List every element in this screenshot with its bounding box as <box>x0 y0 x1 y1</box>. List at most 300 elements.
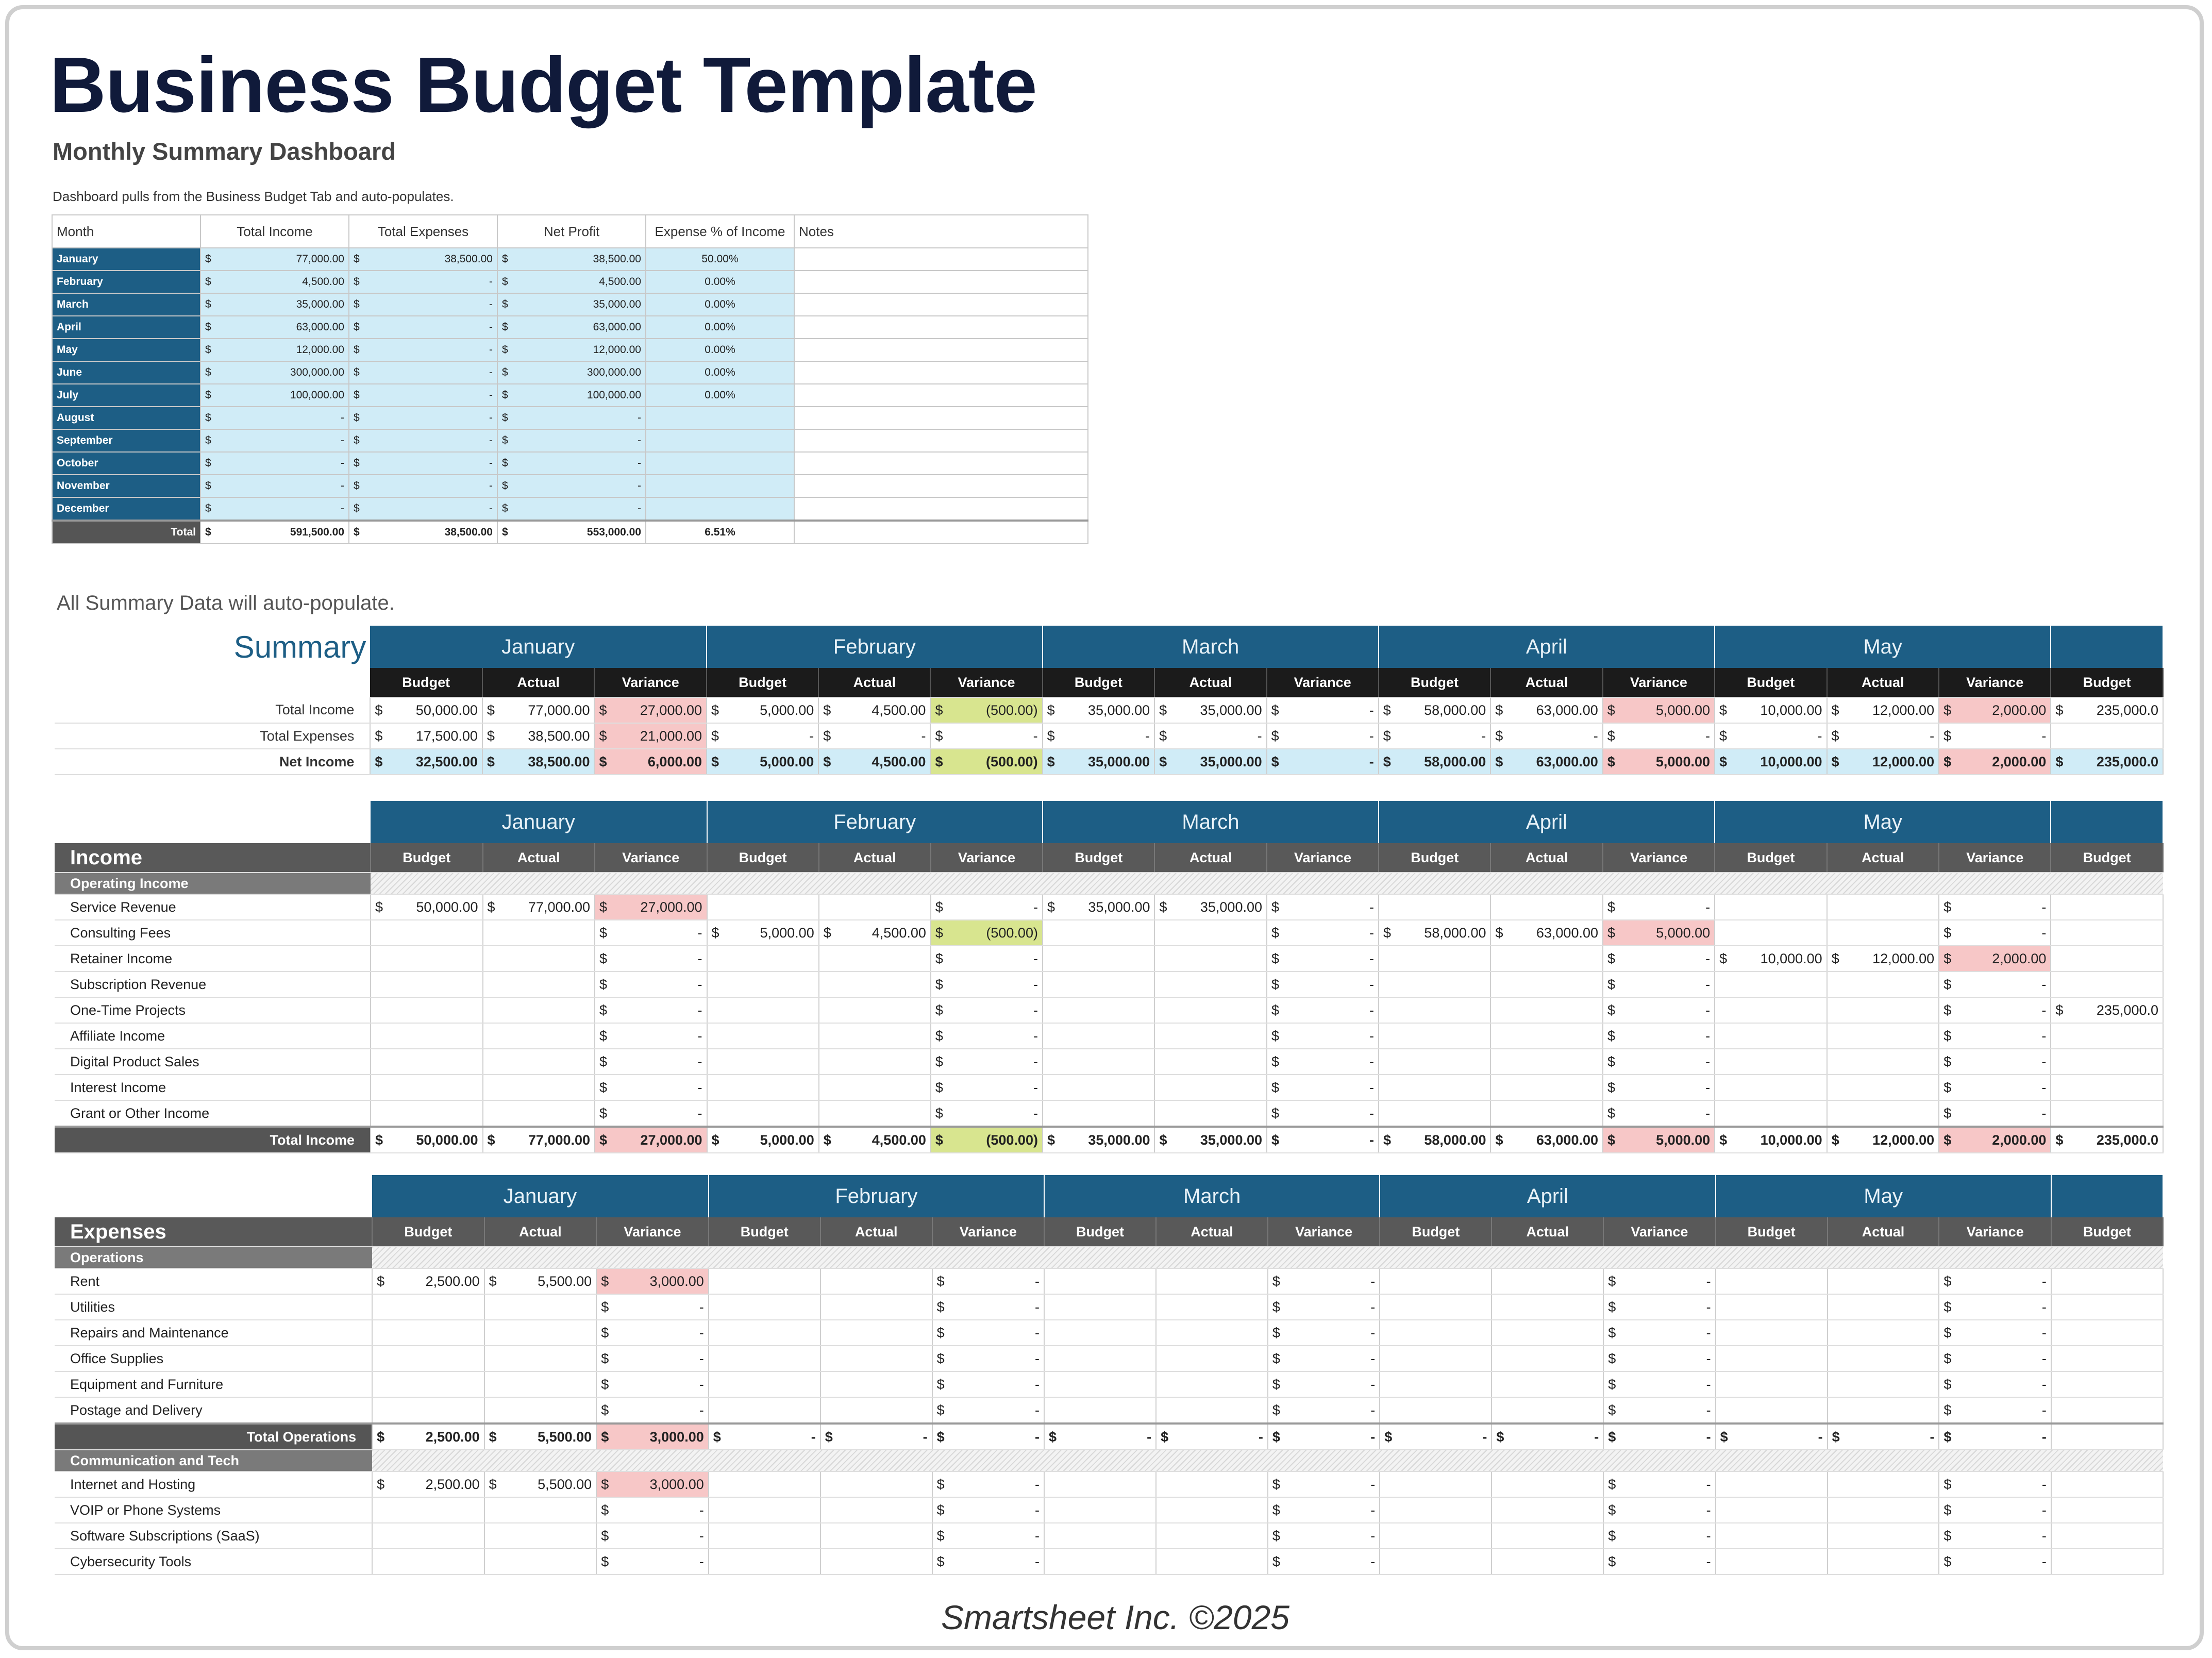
column-header: Budget <box>2051 843 2163 873</box>
amount: - <box>1035 1528 1040 1544</box>
actual-cell <box>1827 1049 1939 1075</box>
amount: 35,000.00 <box>1200 702 1262 718</box>
amount: 300,000.00 <box>586 366 641 378</box>
currency-symbol: $ <box>1272 1553 1280 1569</box>
cell-wrap <box>2055 702 2158 718</box>
cell-wrap <box>935 899 1038 915</box>
cell-wrap <box>1943 951 2046 967</box>
cell-wrap <box>2055 754 2158 770</box>
currency-symbol: $ <box>1049 1429 1057 1445</box>
amount: 38,500.00 <box>593 253 641 265</box>
cell-wrap <box>1943 728 2046 744</box>
currency-symbol: $ <box>1943 899 1952 915</box>
cell-wrap <box>713 1429 816 1445</box>
budget-cell <box>372 1346 484 1371</box>
actual-cell <box>1154 920 1267 946</box>
variance-cell <box>595 1075 707 1100</box>
actual-cell <box>1154 723 1267 749</box>
currency-symbol: $ <box>1608 1350 1616 1366</box>
cell-wrap <box>377 1429 480 1445</box>
amount: 5,000.00 <box>760 702 814 718</box>
amount: 4,500.00 <box>599 276 641 288</box>
actual-cell <box>1490 972 1603 997</box>
actual-cell <box>1154 1100 1267 1127</box>
budget-cell <box>372 1268 484 1294</box>
amount: 3,000.00 <box>649 1429 704 1445</box>
amount: 63,000.00 <box>296 321 344 333</box>
amount: 27,000.00 <box>640 702 702 718</box>
cell-wrap <box>935 1080 1038 1096</box>
cell-wrap <box>375 1132 478 1148</box>
currency-symbol: $ <box>1943 1528 1952 1544</box>
cell-wrap <box>712 1132 814 1148</box>
currency-symbol: $ <box>935 728 943 744</box>
amount: 35,000.00 <box>1200 899 1262 915</box>
amount: 17,500.00 <box>415 728 478 744</box>
currency-symbol: $ <box>489 1273 497 1289</box>
budget-cell <box>1715 920 1827 946</box>
amount: - <box>1370 1553 1376 1569</box>
currency-symbol: $ <box>1943 1299 1952 1315</box>
column-header: Budget <box>371 843 483 873</box>
variance-cell <box>932 1268 1044 1294</box>
cell-wrap <box>599 1028 702 1044</box>
cell-wrap <box>1047 728 1150 744</box>
budget-cell <box>371 894 483 920</box>
variance-cell <box>1603 920 1715 946</box>
hatch-fill <box>372 1247 2163 1268</box>
budget-cell <box>371 1049 483 1075</box>
currency-symbol: $ <box>601 1476 609 1492</box>
actual-cell <box>1490 723 1603 749</box>
currency-symbol: $ <box>1607 1028 1616 1044</box>
budget-cell <box>1043 1100 1155 1127</box>
cell-wrap <box>489 1429 592 1445</box>
currency-symbol: $ <box>502 321 508 333</box>
budget-cell <box>1716 1268 1828 1294</box>
amount: 12,000.00 <box>1872 753 1935 769</box>
cell-wrap <box>599 951 702 967</box>
dashboard-month: June <box>52 361 200 384</box>
row-label: Cybersecurity Tools <box>55 1549 372 1575</box>
budget-cell <box>1380 1294 1492 1320</box>
column-header: Budget <box>707 843 819 873</box>
subsection-row <box>55 1247 2163 1268</box>
amount: - <box>489 389 493 401</box>
variance-cell <box>1939 1320 2051 1346</box>
column-header: Actual <box>1490 668 1603 697</box>
amount: - <box>809 728 814 744</box>
cell-wrap <box>1832 951 1935 967</box>
amount: - <box>489 344 493 356</box>
column-header-row <box>55 668 2163 697</box>
row-label: Rent <box>55 1268 372 1294</box>
budget-cell <box>1716 1423 1828 1450</box>
column-header: Variance <box>1939 843 2051 873</box>
amount: - <box>1033 1002 1038 1018</box>
budget-cell <box>2051 1423 2163 1450</box>
amount: 3,000.00 <box>649 1476 704 1492</box>
budget-cell <box>2051 1371 2163 1397</box>
actual-cell <box>819 920 931 946</box>
variance-cell <box>1603 1049 1715 1075</box>
currency-symbol: $ <box>1943 1273 1952 1289</box>
currency-symbol: $ <box>601 1402 609 1418</box>
budget-cell <box>2051 1127 2163 1153</box>
variance-cell <box>1603 894 1715 920</box>
currency-symbol: $ <box>502 276 508 288</box>
budget-cell <box>2051 1523 2163 1549</box>
column-header: Variance <box>1939 1217 2051 1247</box>
cell-wrap <box>1943 1028 2046 1044</box>
cell-wrap <box>1272 1477 1375 1493</box>
cell-wrap <box>1608 1351 1711 1367</box>
variance-cell <box>595 1100 707 1127</box>
amount: - <box>1593 728 1598 744</box>
currency-symbol: $ <box>599 702 607 718</box>
currency-symbol: $ <box>1608 1376 1616 1392</box>
cell-wrap <box>1719 1132 1822 1148</box>
actual-cell <box>820 1294 932 1320</box>
cell-wrap <box>599 754 702 770</box>
actual-cell <box>1154 1075 1267 1100</box>
column-header: Variance <box>1603 668 1715 697</box>
currency-symbol: $ <box>502 344 508 356</box>
cell-wrap <box>1607 1132 1710 1148</box>
currency-symbol: $ <box>1272 1402 1280 1418</box>
budget-cell <box>2051 1397 2163 1423</box>
cell-wrap <box>489 1274 592 1289</box>
budget-cell <box>1043 1049 1155 1075</box>
dashboard-header-3: Net Profit <box>497 215 646 248</box>
budget-cell <box>1044 1549 1156 1575</box>
amount: 100,000.00 <box>290 389 344 401</box>
dashboard-month: August <box>52 407 200 429</box>
amount: - <box>1033 728 1038 744</box>
month-header-partial <box>2051 801 2163 843</box>
amount: 77,000.00 <box>528 899 591 915</box>
variance-cell <box>932 1397 1044 1423</box>
amount: 2,500.00 <box>425 1429 480 1445</box>
budget-cell <box>1379 697 1491 723</box>
currency-symbol: $ <box>1272 1350 1280 1366</box>
variance-cell <box>596 1523 709 1549</box>
dashboard-note: Dashboard pulls from the Business Budget Tab and auto-populates. <box>53 189 454 204</box>
amount: - <box>341 457 344 469</box>
actual-cell <box>1490 894 1603 920</box>
cell-wrap <box>599 728 702 744</box>
cell-wrap <box>1943 1429 2046 1445</box>
variance-cell <box>932 1471 1044 1497</box>
variance-cell <box>1603 1075 1715 1100</box>
data-row <box>55 1127 2163 1153</box>
amount: 5,000.00 <box>1656 1132 1711 1148</box>
currency-symbol: $ <box>825 1429 833 1445</box>
budget-cell <box>1715 723 1827 749</box>
amount: 5,500.00 <box>538 1273 592 1289</box>
cell-wrap <box>1943 1002 2046 1018</box>
cell-wrap <box>1272 1402 1375 1418</box>
cell-wrap <box>935 1028 1038 1044</box>
summary-table <box>55 626 2164 775</box>
amount: - <box>1035 1325 1040 1341</box>
budget-cell <box>1379 749 1491 775</box>
amount: - <box>697 1079 702 1095</box>
amount: - <box>1033 1053 1038 1069</box>
budget-cell <box>371 920 483 946</box>
amount: 10,000.00 <box>1760 753 1822 769</box>
amount: - <box>1035 1299 1040 1315</box>
currency-symbol: $ <box>502 480 508 492</box>
variance-cell <box>1603 1423 1715 1450</box>
currency-symbol: $ <box>205 480 211 492</box>
variance-cell <box>932 1371 1044 1397</box>
cell-wrap <box>601 1274 704 1289</box>
amount: 4,500.00 <box>872 702 926 718</box>
cell-wrap <box>1272 1429 1375 1445</box>
cell-wrap <box>1832 1132 1935 1148</box>
amount: 32,500.00 <box>415 753 478 769</box>
amount: - <box>638 503 641 514</box>
currency-symbol: $ <box>354 412 360 424</box>
currency-symbol: $ <box>375 899 383 915</box>
amount: 58,000.00 <box>1424 1132 1486 1148</box>
variance-cell <box>1267 1100 1379 1127</box>
row-label: Affiliate Income <box>55 1023 371 1049</box>
currency-symbol: $ <box>599 925 608 941</box>
cell-wrap <box>1607 728 1710 744</box>
amount: - <box>1369 1002 1374 1018</box>
amount: - <box>2041 1325 2047 1341</box>
column-header: Actual <box>820 1217 932 1247</box>
currency-symbol: $ <box>1831 1132 1839 1148</box>
variance-cell <box>1268 1471 1380 1497</box>
row-label: Software Subscriptions (SaaS) <box>55 1523 372 1549</box>
variance-cell <box>595 894 707 920</box>
cell-wrap <box>1047 1132 1150 1148</box>
column-header: Variance <box>595 843 707 873</box>
budget-cell <box>1379 1100 1491 1127</box>
budget-cell <box>1379 920 1491 946</box>
budget-cell <box>1715 946 1827 972</box>
currency-symbol: $ <box>1047 702 1055 718</box>
variance-cell <box>1603 1523 1715 1549</box>
amount: - <box>2041 1376 2047 1392</box>
currency-symbol: $ <box>1943 1079 1952 1095</box>
summary-note: All Summary Data will auto-populate. <box>57 592 395 614</box>
currency-symbol: $ <box>1607 1053 1616 1069</box>
currency-symbol: $ <box>487 1132 495 1148</box>
currency-symbol: $ <box>354 389 360 401</box>
currency-symbol: $ <box>1383 753 1391 769</box>
cell-wrap <box>1383 754 1486 770</box>
currency-symbol: $ <box>1943 1325 1952 1341</box>
amount: - <box>2041 1273 2047 1289</box>
amount: 5,000.00 <box>1656 925 1711 941</box>
currency-symbol: $ <box>823 702 831 718</box>
row-label: Subscription Revenue <box>55 972 371 997</box>
cell-wrap <box>1943 977 2046 993</box>
actual-cell <box>1154 894 1267 920</box>
row-label: Office Supplies <box>55 1346 372 1371</box>
currency-symbol: $ <box>601 1429 609 1445</box>
variance-cell <box>931 946 1043 972</box>
dashboard-month: April <box>52 316 200 339</box>
actual-cell <box>820 1497 932 1523</box>
cell-wrap <box>599 1132 702 1148</box>
variance-cell <box>1603 1371 1715 1397</box>
actual-cell <box>483 972 595 997</box>
variance-cell <box>596 1497 709 1523</box>
currency-symbol: $ <box>354 321 360 333</box>
dashboard-header-5: Notes <box>794 215 1088 248</box>
currency-symbol: $ <box>1608 1325 1616 1341</box>
budget-cell <box>1044 1497 1156 1523</box>
actual-cell <box>819 1100 931 1127</box>
budget-cell <box>1716 1371 1828 1397</box>
currency-symbol: $ <box>935 1079 943 1095</box>
currency-symbol: $ <box>354 434 360 446</box>
cell-wrap <box>1271 977 1374 993</box>
currency-symbol: $ <box>1159 753 1167 769</box>
currency-symbol: $ <box>205 526 211 538</box>
cell-wrap <box>935 1132 1038 1148</box>
variance-cell <box>1603 1023 1715 1049</box>
month-header: February <box>707 626 1043 668</box>
cell-wrap <box>1159 702 1262 718</box>
currency-symbol: $ <box>2055 1132 2064 1148</box>
variance-cell <box>1939 972 2051 997</box>
cell-wrap <box>601 1554 704 1570</box>
dashboard-month: January <box>52 248 200 271</box>
currency-symbol: $ <box>1831 702 1839 718</box>
cell-wrap <box>1271 951 1374 967</box>
actual-cell <box>1156 1268 1268 1294</box>
budget-cell <box>709 1320 820 1346</box>
variance-cell <box>1939 1049 2051 1075</box>
currency-symbol: $ <box>1271 1079 1280 1095</box>
actual-cell <box>820 1268 932 1294</box>
variance-cell <box>930 697 1042 723</box>
data-row <box>55 1497 2163 1523</box>
budget-cell <box>709 1397 820 1423</box>
budget-cell <box>2051 920 2163 946</box>
currency-symbol: $ <box>1272 1273 1280 1289</box>
column-header: Variance <box>1603 1217 1715 1247</box>
variance-cell <box>595 946 707 972</box>
actual-cell <box>1490 1100 1603 1127</box>
budget-cell <box>709 1523 820 1549</box>
amount: - <box>1369 1132 1374 1148</box>
budget-cell <box>371 972 483 997</box>
amount: - <box>697 1105 702 1121</box>
actual-cell <box>1827 946 1939 972</box>
currency-symbol: $ <box>1607 1002 1616 1018</box>
amount: - <box>489 457 493 469</box>
actual-cell <box>1828 1497 1939 1523</box>
cell-wrap <box>599 1002 702 1018</box>
page-subtitle: Monthly Summary Dashboard <box>53 138 396 165</box>
currency-symbol: $ <box>1608 1528 1616 1544</box>
variance-cell <box>1939 1423 2051 1450</box>
variance-cell <box>1603 1268 1715 1294</box>
row-label: Total Operations <box>55 1423 372 1450</box>
data-row <box>55 1320 2163 1346</box>
currency-symbol: $ <box>711 728 719 744</box>
expenses-table <box>55 1175 2164 1575</box>
actual-cell <box>1492 1371 1603 1397</box>
cell-wrap <box>1943 899 2046 915</box>
actual-cell <box>482 749 595 775</box>
budget-cell <box>2051 946 2163 972</box>
currency-symbol: $ <box>1943 1132 1952 1148</box>
cell-wrap <box>1608 1402 1711 1418</box>
currency-symbol: $ <box>502 366 508 378</box>
amount: - <box>1147 1429 1152 1445</box>
amount: - <box>1035 1350 1040 1366</box>
actual-cell <box>820 1397 932 1423</box>
amount: - <box>1369 950 1374 966</box>
budget-cell <box>707 894 819 920</box>
variance-cell <box>931 1049 1043 1075</box>
currency-symbol: $ <box>936 1273 945 1289</box>
subsection-label: Operations <box>55 1247 372 1268</box>
column-header: Variance <box>1268 1217 1380 1247</box>
data-row <box>55 1346 2163 1371</box>
amount: - <box>1369 753 1374 769</box>
cell-wrap <box>935 1054 1038 1070</box>
cell-wrap <box>935 1106 1038 1121</box>
income-table <box>55 801 2164 1153</box>
amount: - <box>489 276 493 288</box>
currency-symbol: $ <box>1495 925 1503 941</box>
currency-symbol: $ <box>487 899 495 915</box>
variance-cell <box>932 1320 1044 1346</box>
variance-cell <box>1603 697 1715 723</box>
currency-symbol: $ <box>1943 1376 1952 1392</box>
month-header: April <box>1379 626 1715 668</box>
currency-symbol: $ <box>936 1299 945 1315</box>
variance-cell <box>1939 920 2051 946</box>
column-header: Variance <box>1267 843 1379 873</box>
column-header: Budget <box>1379 668 1491 697</box>
currency-symbol: $ <box>1943 1553 1952 1569</box>
budget-cell <box>372 1371 484 1397</box>
actual-cell <box>1156 1497 1268 1523</box>
currency-symbol: $ <box>205 321 211 333</box>
variance-cell <box>595 1049 707 1075</box>
currency-symbol: $ <box>713 1429 721 1445</box>
cell-wrap <box>487 754 590 770</box>
budget-cell <box>372 1423 484 1450</box>
actual-cell <box>1156 1397 1268 1423</box>
budget-cell <box>2051 1100 2163 1127</box>
amount: - <box>1035 1402 1040 1418</box>
currency-symbol: $ <box>205 503 211 514</box>
currency-symbol: $ <box>1719 753 1728 769</box>
budget-cell <box>370 697 482 723</box>
cell-wrap <box>1495 925 1598 941</box>
month-header-row <box>55 626 2163 668</box>
data-row <box>55 972 2163 997</box>
actual-cell <box>482 697 595 723</box>
actual-cell <box>1154 749 1267 775</box>
actual-cell <box>1490 1127 1603 1153</box>
cell-wrap <box>1607 925 1710 941</box>
amount: - <box>341 480 344 492</box>
variance-cell <box>1939 1346 2051 1371</box>
cell-wrap <box>1159 754 1262 770</box>
